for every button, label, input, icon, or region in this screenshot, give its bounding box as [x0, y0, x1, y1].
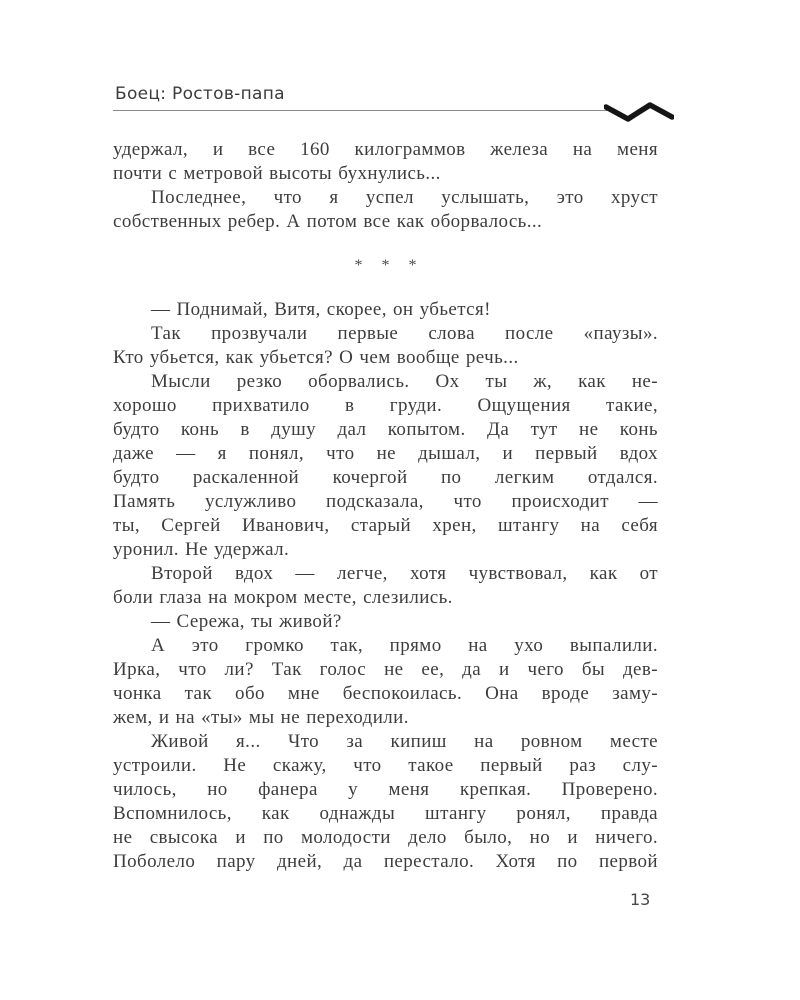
text-line: чонка так обо мне беспокоилась. Она вроде заму-	[113, 683, 658, 704]
text-line: устроили. Не скажу, что такое первый раз слу-	[113, 755, 658, 776]
text-line: ты, Сергей Иванович, старый хрен, штангу на себя	[113, 515, 658, 536]
wave-flourish-icon	[604, 100, 674, 124]
text-line: Ирка, что ли? Так голос не ее, да и чего бы дев-	[113, 659, 658, 680]
page-number: 13	[630, 890, 651, 909]
paragraph	[113, 298, 658, 322]
text-line: Вспомнилось, как однажды штангу ронял, правда	[113, 803, 658, 824]
paragraph	[113, 634, 658, 730]
running-title: Боец: Ростов-папа	[115, 84, 285, 104]
text-line: жем, и на «ты» мы не переходили.	[113, 707, 409, 728]
text-line: Второй вдох — легче, хотя чувствовал, как от	[151, 563, 658, 584]
paragraph	[113, 610, 658, 634]
paragraph	[113, 138, 658, 186]
paragraph	[113, 370, 658, 562]
text-line: даже — я понял, что не дышал, и первый вдох	[113, 443, 658, 464]
text-line: Последнее, что я успел услышать, это хруст	[151, 187, 658, 208]
text-line: Поболело пару дней, да перестало. Хотя по первой	[113, 851, 658, 872]
text-line: уронил. Не удержал.	[113, 539, 290, 560]
text-line: собственных ребер. А потом все как оборвалось...	[113, 211, 543, 232]
text-line: Кто убьется, как убьется? О чем вообще речь...	[113, 347, 519, 368]
section-separator: * * *	[354, 257, 424, 274]
text-line: — Сережа, ты живой?	[151, 611, 342, 632]
text-line: не свысока и по молодости дело было, но и ничего.	[113, 827, 658, 848]
text-line: будто конь в душу дал копытом. Да тут не конь	[113, 419, 658, 440]
text-line: боли глаза на мокром месте, слезились.	[113, 587, 453, 608]
text-line: Мысли резко оборвались. Ох ты ж, как не-	[151, 371, 658, 392]
paragraph	[113, 730, 658, 874]
text-line: — Поднимай, Витя, скорее, он убьется!	[151, 299, 491, 320]
text-line: Живой я... Что за кипиш на ровном месте	[151, 731, 658, 752]
paragraph	[113, 322, 658, 370]
text-line: А это громко так, прямо на ухо выпалили.	[151, 635, 658, 656]
paragraph	[113, 562, 658, 610]
text-line: почти с метровой высоты бухнулись...	[113, 163, 441, 184]
header-rule	[113, 110, 615, 111]
text-line: удержал, и все 160 килограммов железа на меня	[113, 139, 658, 160]
text-line: Память услужливо подсказала, что происходит —	[113, 491, 658, 512]
text-block	[113, 138, 658, 874]
text-line: будто раскаленной кочергой по легким отдался.	[113, 467, 658, 488]
text-line: Так прозвучали первые слова после «паузы».	[151, 323, 658, 344]
paragraph	[113, 186, 658, 234]
text-line: хорошо прихватило в груди. Ощущения такие,	[113, 395, 658, 416]
text-line: чилось, но фанера у меня крепкая. Проверено.	[113, 779, 658, 800]
